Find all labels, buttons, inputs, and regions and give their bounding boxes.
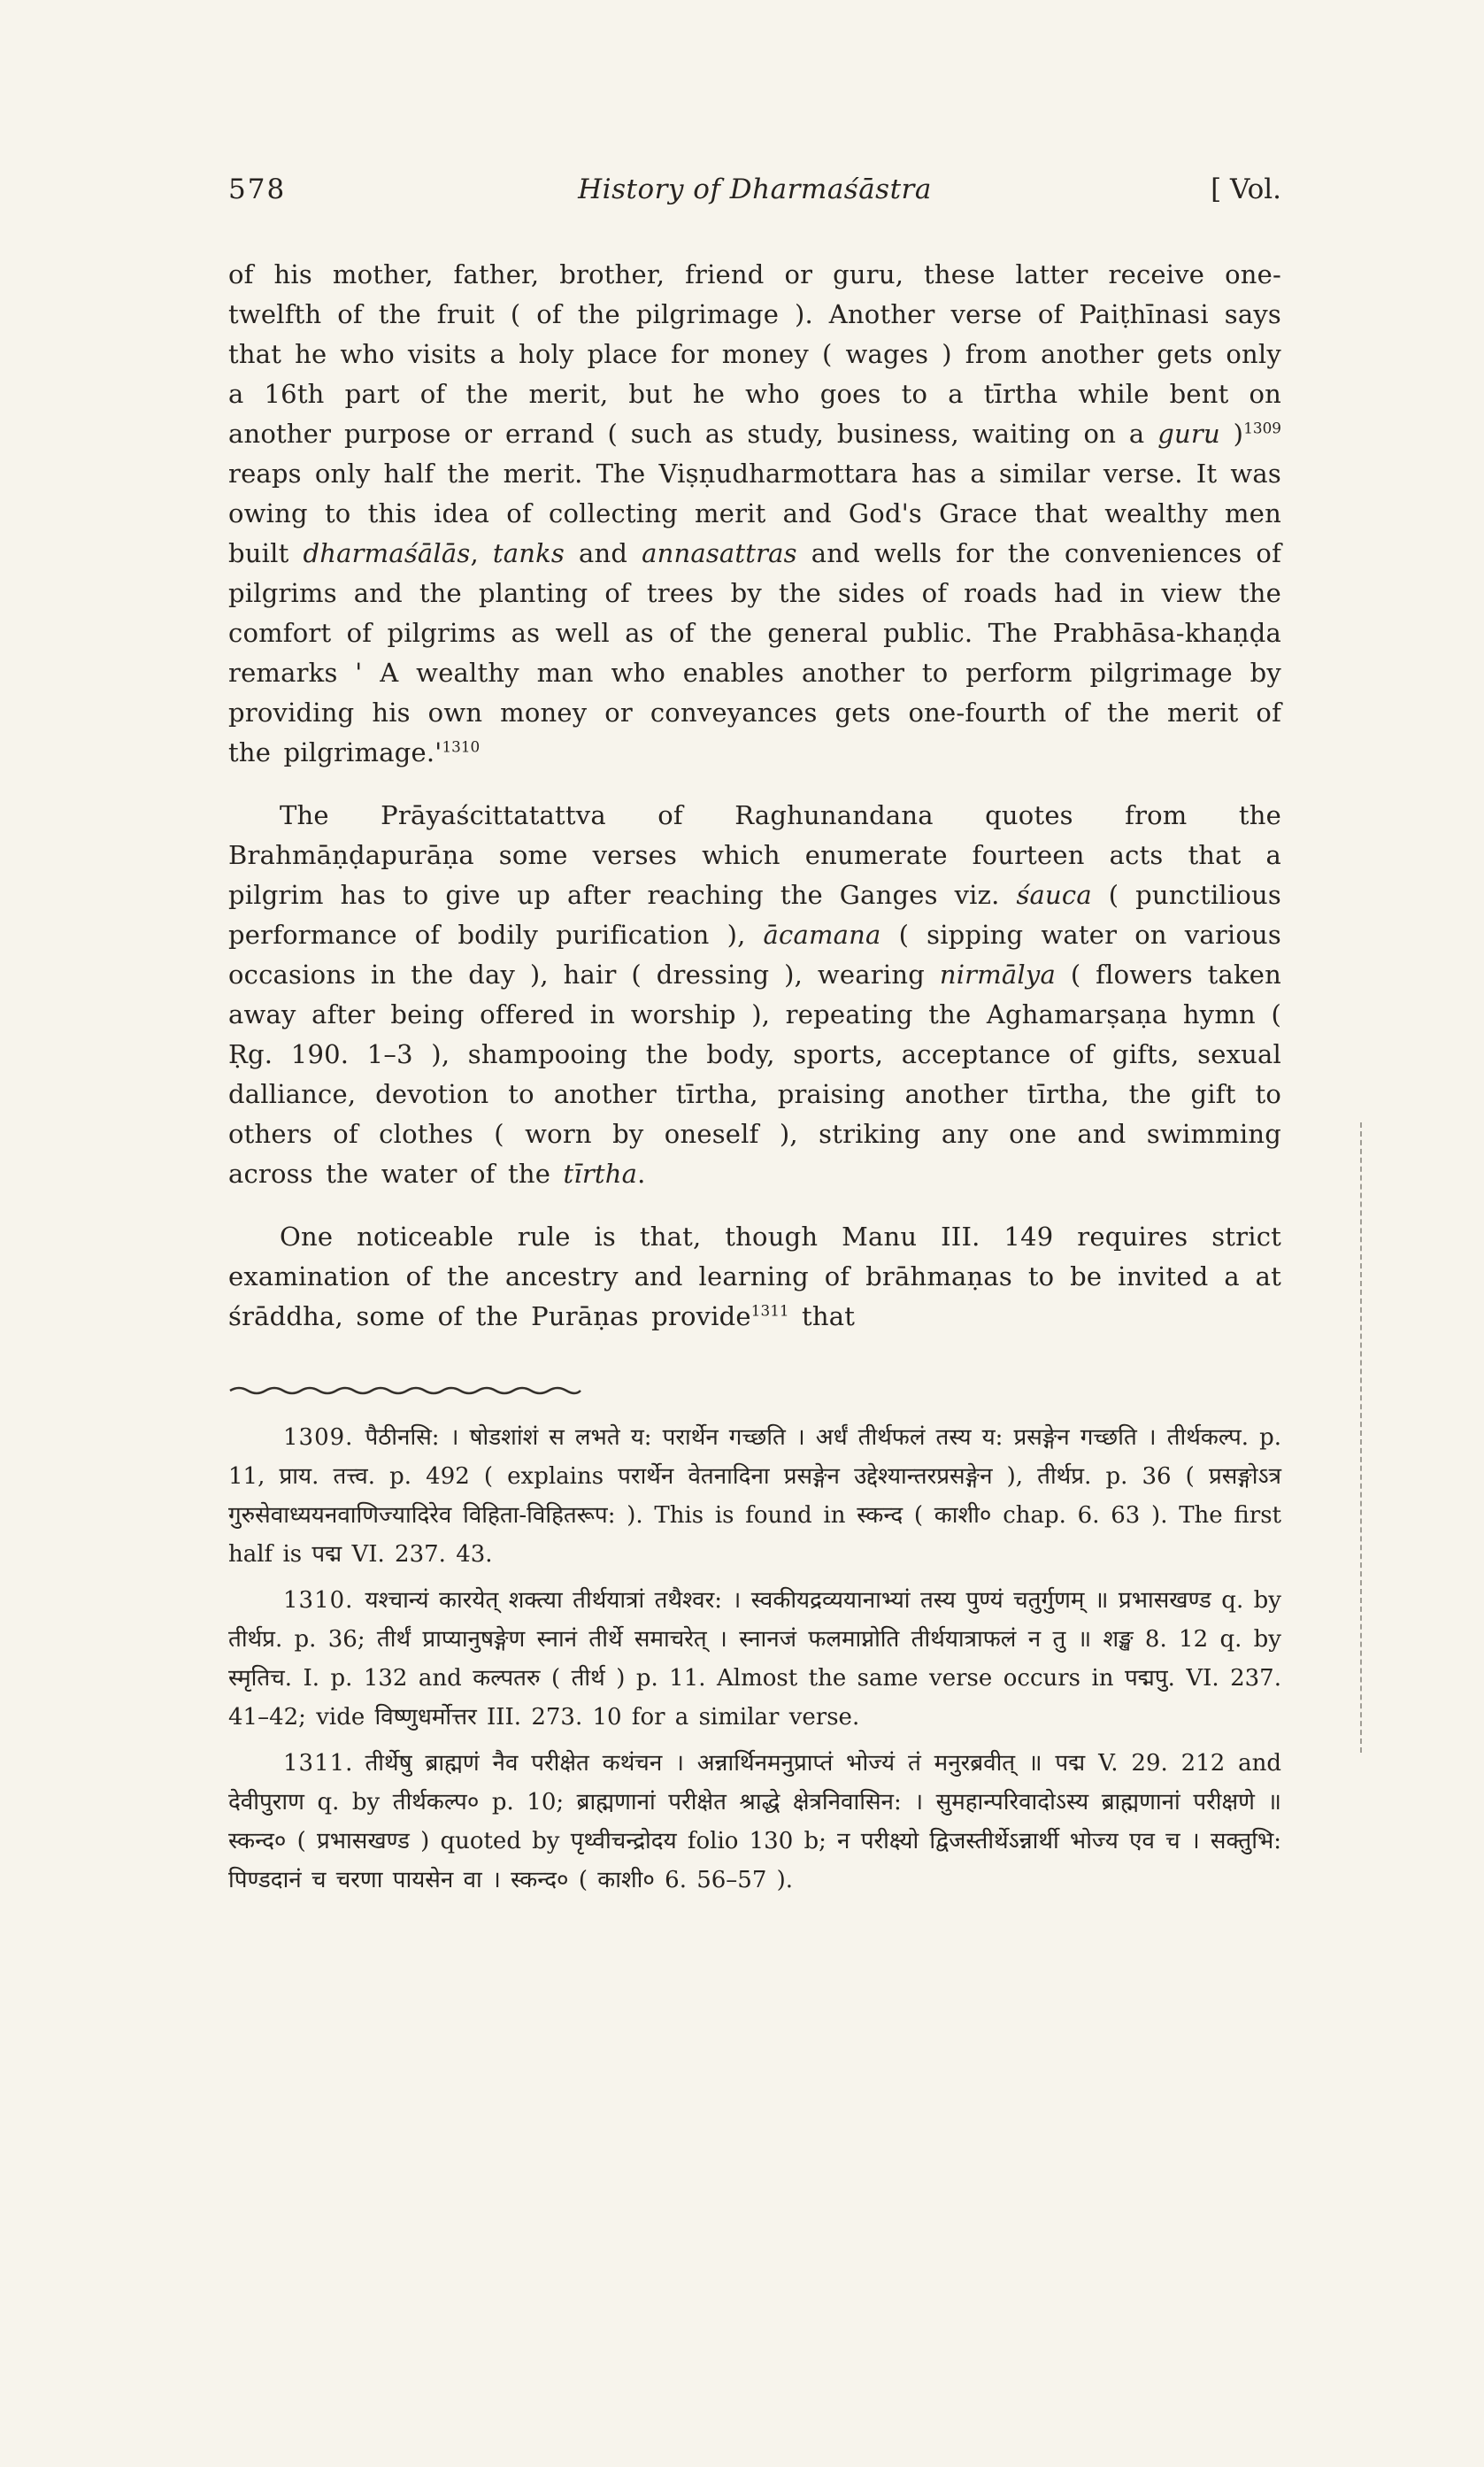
text-segment: guru bbox=[1157, 419, 1220, 449]
text-segment: One noticeable rule is that, though Manu III. 149 requires strict examination of the ancestry and learning of brāhmaṇas to be invited a at śrāddha, some of the Purāṇas provide bbox=[228, 1222, 1281, 1331]
footnote-text: तीर्थेषु ब्राह्मणं नैव परीक्षेत कथंचन । अन्नार्थिनमनुप्राप्तं भोज्यं तं मनुरब्रवीत् ॥ पद्म V. 29. 212 and देवीपुराण q. by तीर्थकल्प० p. 10; ब्राह्मणानां परीक्षेत श्राद्धे क्षेत्रनिवासिन: । सुमहान्परिवादोऽस्य ब्राह्मणानां परीक्षणे ॥ स्कन्द० ( प्रभासखण्ड ) quoted by पृथ्वीचन्द्रोदय folio 130 b; न परीक्ष्यो द्विजस्तीर्थेऽन्नार्थी भोज्य एव च । सक्तुभि: पिण्डदानं च चरणा पायसेन वा । स्कन्द० ( काशी० 6. 56–57 ). bbox=[228, 1750, 1281, 1893]
paragraph bbox=[228, 255, 1281, 773]
body-text bbox=[228, 255, 1281, 1337]
text-segment: tanks bbox=[492, 538, 565, 568]
text-segment: ( sipping water on various occasions in the day ), hair ( dressing ), wearing bbox=[228, 920, 1281, 990]
text-segment: dharmaśālās bbox=[303, 538, 471, 568]
text-segment: ācamana bbox=[763, 920, 881, 950]
text-segment: and wells for the conveniences of pilgrims and the planting of trees by the sides of roads had in view the comfort of pilgrims as well as of the general public. The Prabhāsa-khaṇḍa remarks ' A wealthy man who enables another to perform pilgrimage by providing his own money or conveyances gets one-fourth of the merit of the pilgrimage.' bbox=[228, 538, 1282, 767]
footnote-ref: 1309 bbox=[1243, 419, 1281, 437]
footnote bbox=[228, 1581, 1281, 1737]
footnote bbox=[228, 1744, 1281, 1900]
text-segment: of his mother, father, brother, friend or guru, these latter receive one-twelfth of the fruit ( of the pilgrimage ). Another verse of Paiṭhīnasi says that he who visits a holy place for money ( wages ) from another gets only a 16th part of the merit, but he who goes to a tīrtha while bent on another purpose or errand ( such as study, business, waiting on a bbox=[228, 259, 1281, 449]
text-segment: ( flowers taken away after being offered in worship ), repeating the Aghamarṣaṇa hymn ( Ṛg. 190. 1–3 ), shampooing the body, sports, acceptance of gifts, sexual dalliance, devotion to another tīrtha, praising another tīrtha, the gift to others of clothes ( worn by oneself ), striking any one and swimming across the water of the bbox=[228, 960, 1281, 1189]
footnote-number: 1311. bbox=[283, 1750, 354, 1777]
footnote-ref: 1311 bbox=[750, 1301, 789, 1320]
text-segment: śauca bbox=[1016, 880, 1092, 910]
paragraph bbox=[228, 1217, 1281, 1337]
text-segment: annasattras bbox=[642, 538, 797, 568]
book-page bbox=[228, 173, 1281, 1900]
text-segment: . bbox=[637, 1159, 646, 1189]
text-segment: ) bbox=[1219, 419, 1244, 449]
text-segment: that bbox=[788, 1301, 856, 1331]
text-segment: ( punctilious performance of bodily purification ), bbox=[228, 880, 1281, 950]
text-segment: nirmālya bbox=[939, 960, 1056, 990]
footnote-number: 1310. bbox=[283, 1587, 354, 1614]
footnote-ref: 1310 bbox=[442, 737, 481, 756]
paragraph bbox=[228, 796, 1281, 1194]
text-segment: and bbox=[564, 538, 642, 568]
footnote-text: पैठीनसि: । षोडशांशं स लभते य: परार्थेन गच्छति । अर्धं तीर्थफलं तस्य य: प्रसङ्गेन गच्छति । तीर्थकल्प. p. 11, प्राय. तत्त्व. p. 492 ( explains परार्थेन वेतनादिना प्रसङ्गेन उद्देश्यान्तरप्रसङ्गेन ), तीर्थप्र. p. 36 ( प्रसङ्गोऽत्र गुरुसेवाध्ययनवाणिज्यादिरेव विहिता-विहितरूप: ). This is found in स्कन्द ( काशी० chap. 6. 63 ). The first half is पद्म VI. 237. 43. bbox=[228, 1424, 1281, 1568]
text-segment: , bbox=[470, 538, 493, 568]
text-segment: tīrtha bbox=[563, 1159, 638, 1189]
footnote-text: यश्चान्यं कारयेत् शक्त्या तीर्थयात्रां तथैश्वर: । स्वकीयद्रव्ययानाभ्यां तस्य पुण्यं चतुर्गुणम् ॥ प्रभासखण्ड q. by तीर्थप्र. p. 36; तीर्थं प्राप्यानुषङ्गेण स्नानं तीर्थे समाचरेत् । स्नानजं फलमाप्नोति तीर्थयात्राफलं न तु ॥ शङ्ख 8. 12 q. by स्मृतिच. I. p. 132 and कल्पतरु ( तीर्थ ) p. 11. Almost the same verse occurs in पद्मपु. VI. 237. 41–42; vide विष्णुधर्मोत्तर III. 273. 10 for a similar verse. bbox=[228, 1587, 1281, 1731]
footnote-separator bbox=[228, 1383, 1281, 1395]
text-segment: reaps only half the merit. The Viṣṇudharmottara has a similar verse. It was owing to this idea of collecting merit and God's Grace that wealthy men built bbox=[228, 459, 1281, 568]
wavy-rule bbox=[228, 1384, 582, 1396]
volume-marker: [ Vol. bbox=[1211, 173, 1281, 205]
running-header bbox=[228, 173, 1281, 205]
footnotes bbox=[228, 1418, 1281, 1900]
page-number: 578 bbox=[228, 173, 287, 205]
footnote bbox=[228, 1418, 1281, 1574]
footnote-number: 1309. bbox=[283, 1424, 354, 1451]
scan-artifact-line bbox=[1360, 1122, 1362, 1753]
text-segment: The Prāyaścittatattva of Raghunandana quotes from the Brahmāṇḍapurāṇa some verses which enumerate fourteen acts that a pilgrim has to give up after reaching the Ganges viz. bbox=[228, 800, 1281, 910]
running-title: History of Dharmaśāstra bbox=[578, 173, 932, 205]
